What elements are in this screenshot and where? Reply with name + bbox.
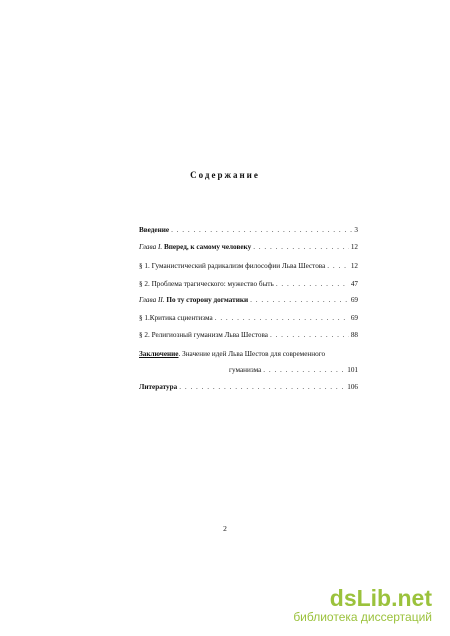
toc-entry: [139, 314, 358, 322]
toc-entry-page: 12: [350, 243, 358, 251]
toc-entry-label: Заключение: [139, 350, 179, 358]
toc-entry: [139, 262, 358, 270]
toc-entry: [139, 383, 358, 391]
watermark: [293, 586, 432, 624]
toc-entry-page: 47: [350, 280, 358, 288]
toc-entry-page: 69: [350, 314, 358, 322]
toc-entry-page: 3: [354, 226, 358, 234]
watermark-logo: dsLib.net: [329, 585, 432, 611]
toc-entry-label: § 1. Гуманистический радикализм философии Льва Шестова: [139, 262, 326, 270]
toc-entry: [139, 331, 358, 339]
toc-entry-line1: [139, 350, 358, 358]
toc-entry: [139, 243, 358, 251]
toc-entry-label-rest: . Значение идей Льва Шестов для современного: [178, 350, 326, 358]
toc-chapter-prefix: Глава I.: [139, 243, 163, 251]
page-title: Содержание: [190, 170, 260, 180]
toc-entry-page: 69: [350, 296, 358, 304]
toc-entry-label-cont: гуманизма: [229, 366, 262, 374]
toc-entry-page: 88: [350, 331, 358, 339]
toc-entry-line2: [229, 366, 358, 374]
toc-entry-page: 12: [350, 262, 358, 270]
toc-entry-page: 101: [347, 366, 358, 374]
toc-entry: [139, 226, 358, 234]
toc-entry-label: Литература: [139, 383, 178, 391]
toc-entry-label: § 2. Религиозный гуманизм Льва Шестова: [139, 331, 268, 339]
watermark-subtitle: библиотека диссертаций: [293, 610, 432, 624]
toc-entry-label: По ту сторону догматики: [166, 296, 249, 304]
toc-entry-label: § 1.Критика сциентизма: [139, 314, 213, 322]
toc-entry-label: Вперед, к самому человеку: [163, 243, 252, 251]
toc-entry: [139, 296, 358, 304]
toc-entry-page: 106: [347, 383, 358, 391]
toc-chapter-prefix: Глава II.: [139, 296, 165, 304]
toc-entry-label: § 2. Проблема трагического: мужество быть: [139, 280, 274, 288]
toc-entry: [139, 280, 358, 288]
page-number: 2: [223, 524, 227, 533]
toc-entry-label: Введение: [139, 226, 170, 234]
